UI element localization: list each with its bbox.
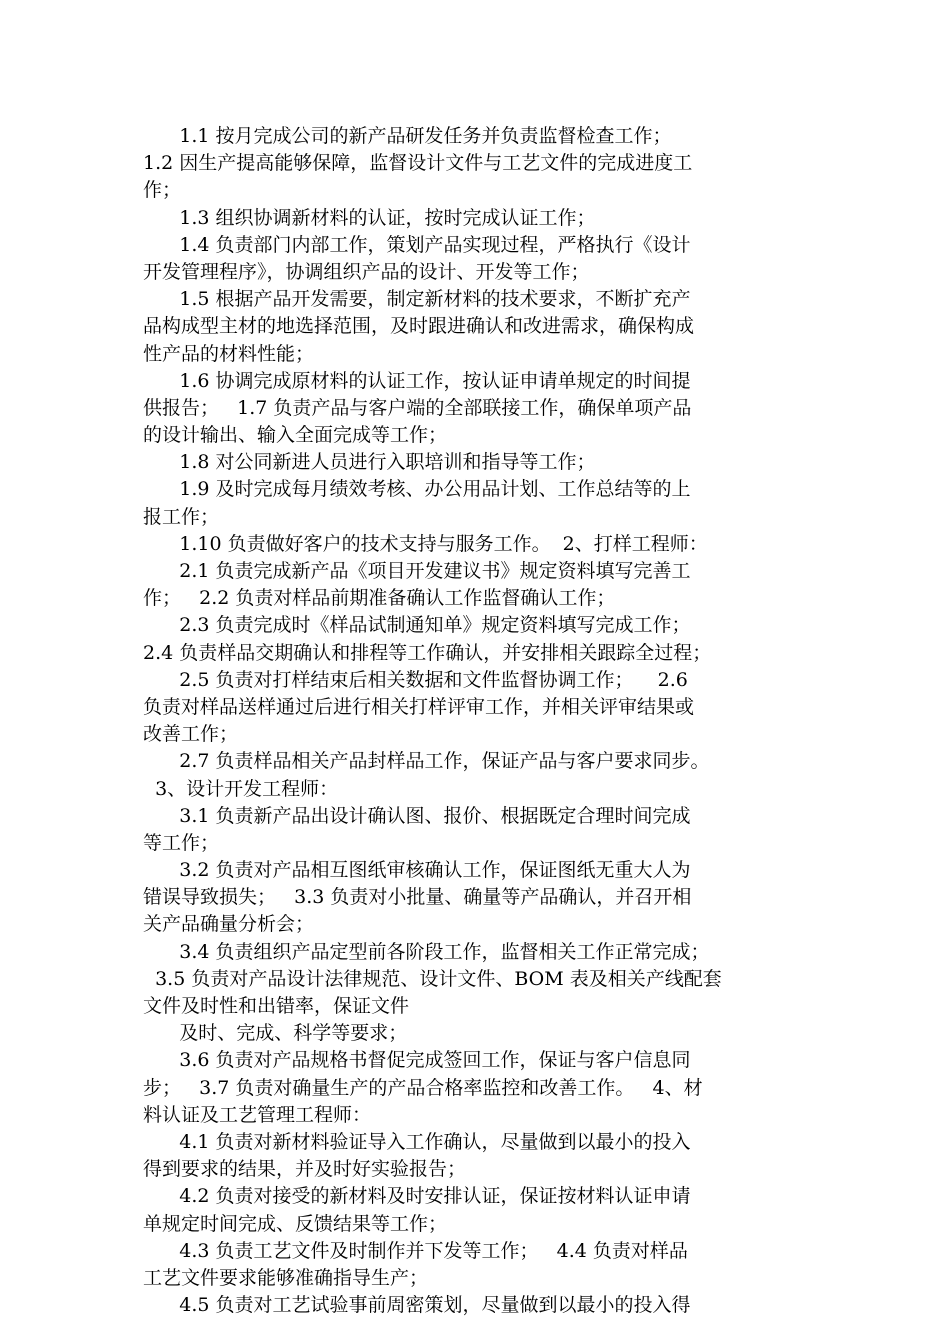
text-line: 关产品确量分析会； [143,913,315,936]
text-line: 2.4 负责样品交期确认和排程等工作确认，并安排相关跟踪全过程； [143,641,712,664]
text-line: 1.4 负责部门内部工作，策划产品实现过程，严格执行《设计 [143,233,691,256]
document-body [143,123,823,1319]
text-line: 单规定时间完成、反馈结果等工作； [143,1212,448,1235]
text-line: 4.1 负责对新材料验证导入工作确认，尽量做到以最小的投入 [143,1130,691,1153]
text-line: 等工作； [143,831,220,854]
text-line: 1.3 组织协调新材料的认证，按时完成认证工作； [143,206,596,229]
text-line: 1.5 根据产品开发需要，制定新材料的技术要求，不断扩充产 [143,288,691,311]
text-line: 2.7 负责样品相关产品封样品工作，保证产品与客户要求同步。 [143,750,710,773]
text-line: 2.1 负责完成新产品《项目开发建议书》规定资料填写完善工 [143,560,691,582]
text-line: 1.1 按月完成公司的新产品研发任务并负责监督检查工作； [143,125,672,147]
text-line: 步； 3.7 负责对确量生产的产品合格率监控和改善工作。 4、材 [143,1076,703,1099]
text-line: 1.2 因生产提高能够保障，监督设计文件与工艺文件的完成进度工 [143,152,693,175]
text-line: 3.4 负责组织产品定型前各阶段工作，监督相关工作正常完成； [143,940,710,963]
text-line: 1.6 协调完成原材料的认证工作，按认证申请单规定的时间提 [143,369,691,392]
text-line: 3.5 负责对产品设计法律规范、设计文件、BOM 表及相关产线配套 [143,967,722,990]
text-line: 错误导致损失； 3.3 负责对小批量、确量等产品确认，并召开相 [143,886,692,909]
text-line: 文件及时性和出错率，保证文件 [143,995,410,1017]
text-line: 2.5 负责对打样结束后相关数据和文件监督协调工作； 2.6 [143,668,688,691]
text-line: 料认证及工艺管理工程师： [143,1103,372,1126]
text-line: 品构成型主材的地选择范围，及时跟进确认和改进需求，确保构成 [143,315,695,338]
text-line: 3.1 负责新产品出设计确认图、报价、根据既定合理时间完成 [143,804,691,827]
text-line: 改善工作； [143,723,239,746]
text-line: 得到要求的结果，并及时好实验报告； [143,1158,467,1181]
text-line: 作； 2.2 负责对样品前期准备确认工作监督确认工作； [143,587,616,610]
text-line: 及时、完成、科学等要求； [143,1022,408,1045]
text-line: 负责对样品送样通过后进行相关打样评审工作，并相关评审结果或 [143,695,695,718]
text-line: 作； [143,179,182,202]
text-line: 1.9 及时完成每月绩效考核、办公用品计划、工作总结等的上 [143,478,691,501]
text-line: 工艺文件要求能够准确指导生产； [143,1266,429,1289]
text-line: 报工作； [143,505,220,528]
text-line: 性产品的材料性能； [143,342,315,365]
text-line: 3.6 负责对产品规格书督促完成签回工作，保证与客户信息同 [143,1049,691,1072]
text-line: 1.8 对公同新进人员进行入职培训和指导等工作； [143,451,596,474]
text-line: 供报告； 1.7 负责产品与客户端的全部联接工作，确保单项产品 [143,396,692,419]
text-line: 3.2 负责对产品相互图纸审核确认工作，保证图纸无重大人为 [143,859,691,882]
text-line: 4.5 负责对工艺试验事前周密策划，尽量做到以最小的投入得 [143,1294,691,1317]
text-line: 3、设计开发工程师： [143,777,339,800]
text-line: 的设计输出、输入全面完成等工作； [143,424,448,447]
text-line: 4.3 负责工艺文件及时制作并下发等工作； 4.4 负责对样品 [143,1239,688,1262]
text-line: 4.2 负责对接受的新材料及时安排认证，保证按材料认证申请 [143,1185,691,1208]
text-line: 2.3 负责完成时《样品试制通知单》规定资料填写完成工作； [143,614,691,637]
text-line: 1.10 负责做好客户的技术支持与服务工作。 2、打样工程师： [143,532,708,555]
text-line: 开发管理程序》，协调组织产品的设计、开发等工作； [143,260,590,283]
